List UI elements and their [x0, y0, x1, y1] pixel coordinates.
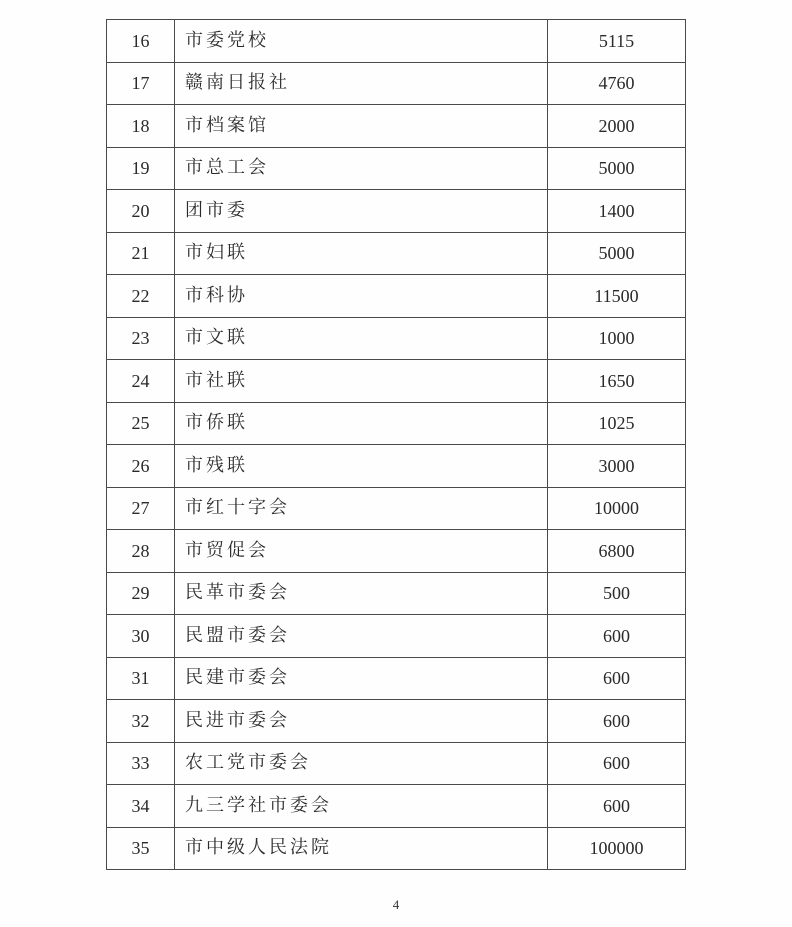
unit-name-cell: 市社联 — [175, 360, 548, 403]
row-number-cell: 34 — [107, 785, 175, 828]
amount-cell: 100000 — [548, 827, 686, 870]
amount-cell: 600 — [548, 742, 686, 785]
row-number-cell: 28 — [107, 530, 175, 573]
unit-name-cell: 市档案馆 — [175, 105, 548, 148]
row-number-cell: 25 — [107, 402, 175, 445]
row-number-cell: 32 — [107, 700, 175, 743]
unit-name-cell: 民革市委会 — [175, 572, 548, 615]
amount-cell: 5115 — [548, 20, 686, 63]
row-number-cell: 30 — [107, 615, 175, 658]
row-number-cell: 31 — [107, 657, 175, 700]
unit-name-cell: 市残联 — [175, 445, 548, 488]
table-row — [107, 62, 686, 105]
row-number-cell: 18 — [107, 105, 175, 148]
table-row — [107, 402, 686, 445]
page-number: 4 — [392, 897, 400, 912]
table-body — [107, 20, 686, 870]
amount-cell: 1650 — [548, 360, 686, 403]
row-number-cell: 16 — [107, 20, 175, 63]
amount-cell: 600 — [548, 615, 686, 658]
row-number-cell: 19 — [107, 147, 175, 190]
amount-cell: 600 — [548, 657, 686, 700]
unit-name-cell: 民进市委会 — [175, 700, 548, 743]
table-row — [107, 147, 686, 190]
row-number-cell: 33 — [107, 742, 175, 785]
unit-name-cell: 市科协 — [175, 275, 548, 318]
row-number-cell: 23 — [107, 317, 175, 360]
unit-name-cell: 民建市委会 — [175, 657, 548, 700]
table-row — [107, 105, 686, 148]
amount-cell: 3000 — [548, 445, 686, 488]
amount-cell: 600 — [548, 785, 686, 828]
table-row — [107, 487, 686, 530]
table-row — [107, 742, 686, 785]
unit-name-cell: 赣南日报社 — [175, 62, 548, 105]
row-number-cell: 35 — [107, 827, 175, 870]
table-row — [107, 615, 686, 658]
amount-cell: 10000 — [548, 487, 686, 530]
row-number-cell: 29 — [107, 572, 175, 615]
amount-cell: 1000 — [548, 317, 686, 360]
unit-name-cell: 市红十字会 — [175, 487, 548, 530]
amount-cell: 5000 — [548, 147, 686, 190]
amount-cell: 600 — [548, 700, 686, 743]
amount-cell: 1025 — [548, 402, 686, 445]
unit-name-cell: 农工党市委会 — [175, 742, 548, 785]
unit-name-cell: 市贸促会 — [175, 530, 548, 573]
unit-name-cell: 团市委 — [175, 190, 548, 233]
row-number-cell: 24 — [107, 360, 175, 403]
table-row — [107, 657, 686, 700]
unit-name-cell: 市总工会 — [175, 147, 548, 190]
table-row — [107, 827, 686, 870]
unit-name-cell: 市侨联 — [175, 402, 548, 445]
amount-cell: 2000 — [548, 105, 686, 148]
table-row — [107, 445, 686, 488]
row-number-cell: 21 — [107, 232, 175, 275]
table-row — [107, 360, 686, 403]
table-row — [107, 232, 686, 275]
row-number-cell: 26 — [107, 445, 175, 488]
unit-name-cell: 民盟市委会 — [175, 615, 548, 658]
table-row — [107, 275, 686, 318]
unit-name-cell: 市委党校 — [175, 20, 548, 63]
table-row — [107, 530, 686, 573]
table-row — [107, 190, 686, 233]
row-number-cell: 27 — [107, 487, 175, 530]
amount-cell: 11500 — [548, 275, 686, 318]
amount-cell: 500 — [548, 572, 686, 615]
amount-cell: 4760 — [548, 62, 686, 105]
table-row — [107, 572, 686, 615]
unit-name-cell: 市妇联 — [175, 232, 548, 275]
unit-name-cell: 市文联 — [175, 317, 548, 360]
row-number-cell: 20 — [107, 190, 175, 233]
unit-name-cell: 市中级人民法院 — [175, 827, 548, 870]
allocation-table — [106, 19, 686, 870]
unit-name-cell: 九三学社市委会 — [175, 785, 548, 828]
amount-cell: 1400 — [548, 190, 686, 233]
row-number-cell: 22 — [107, 275, 175, 318]
table-row — [107, 785, 686, 828]
amount-cell: 6800 — [548, 530, 686, 573]
table-row — [107, 700, 686, 743]
table-row — [107, 317, 686, 360]
table-row — [107, 20, 686, 63]
amount-cell: 5000 — [548, 232, 686, 275]
row-number-cell: 17 — [107, 62, 175, 105]
